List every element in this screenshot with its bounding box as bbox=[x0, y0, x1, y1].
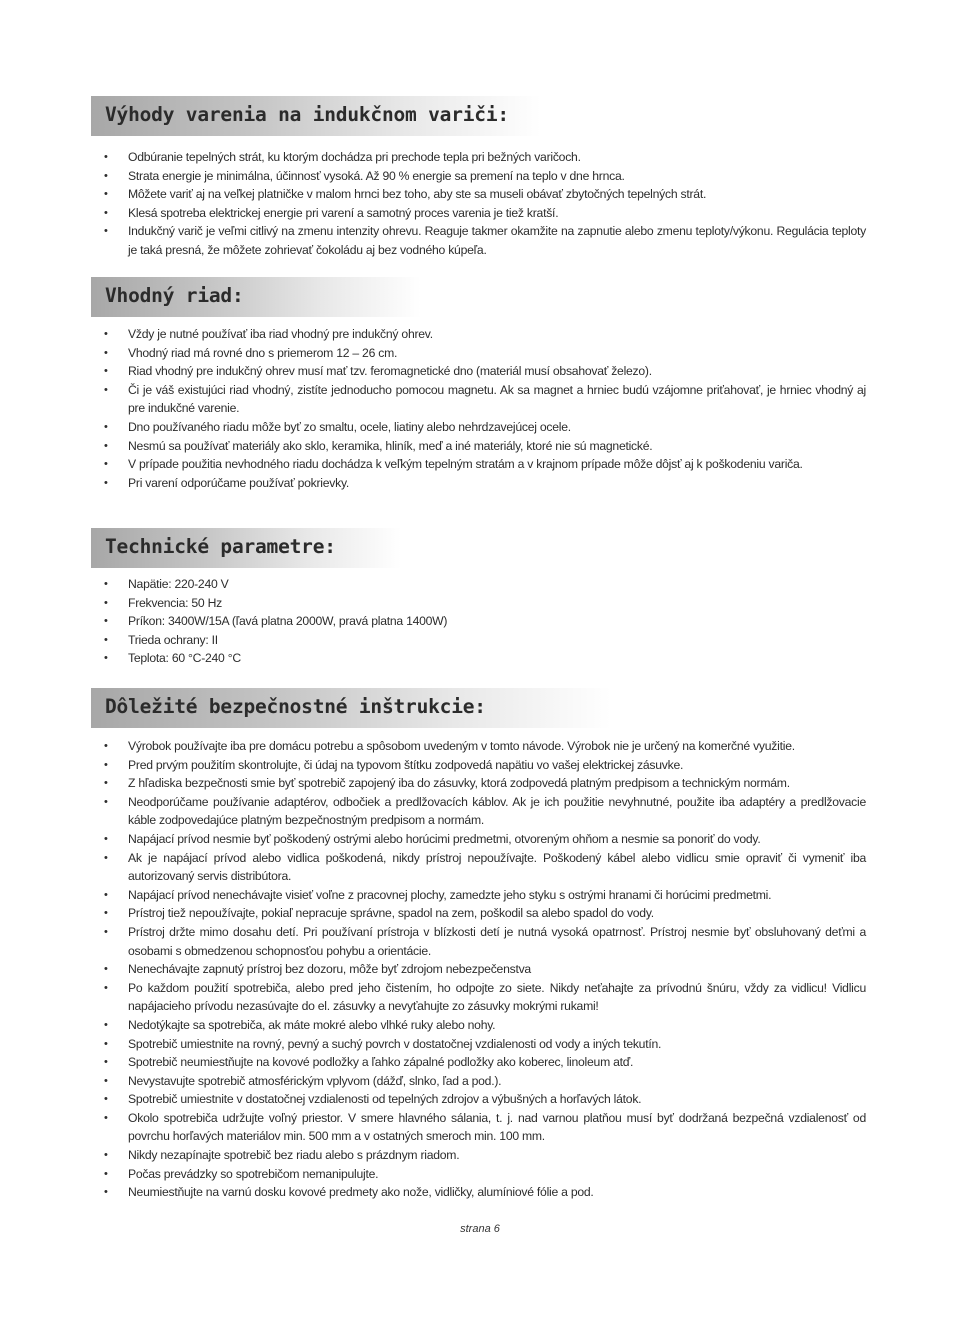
section-safety-instructions bbox=[91, 688, 866, 1202]
section-heading-bar bbox=[91, 528, 401, 568]
bullet-icon: • bbox=[104, 1018, 108, 1031]
list-item: • Dno používaného riadu môže byť zo smaltu, ocele, liatiny alebo nehrdzavejúcej ocele. bbox=[91, 418, 866, 437]
section-technical-parameters bbox=[91, 528, 866, 668]
bullet-icon: • bbox=[104, 795, 108, 808]
bullet-icon: • bbox=[104, 907, 108, 920]
list-item: • Počas prevádzky so spotrebičom nemanipulujte. bbox=[91, 1165, 866, 1184]
bullet-icon: • bbox=[104, 578, 108, 590]
bullet-icon: • bbox=[104, 888, 108, 901]
list-item: • Klesá spotreba elektrickej energie pri varení a samotný proces varenia je tiež kratší. bbox=[91, 204, 866, 223]
section-heading: Technické parametre: bbox=[105, 535, 336, 558]
bullet-icon: • bbox=[104, 206, 108, 219]
bullet-icon: • bbox=[104, 1186, 108, 1199]
bullet-icon: • bbox=[104, 188, 108, 201]
bullet-icon: • bbox=[104, 1056, 108, 1069]
bullet-icon: • bbox=[104, 476, 108, 489]
bullet-icon: • bbox=[104, 225, 108, 238]
list-item: • Z hľadiska bezpečnosti smie byť spotrebič zapojený iba do zásuvky, ktorá zodpovedá platným predpisom a technickým normám. bbox=[91, 774, 866, 793]
list-item: • Strata energie je minimálna, účinnosť vysoká. Až 90 % energie sa premení na teplo v dne hrnca. bbox=[91, 167, 866, 186]
bullet-list bbox=[91, 575, 866, 668]
list-item: • Nedotýkajte sa spotrebiča, ak máte mokré alebo vlhké ruky alebo nohy. bbox=[91, 1016, 866, 1035]
bullet-icon: • bbox=[104, 832, 108, 845]
bullet-icon: • bbox=[104, 851, 108, 864]
bullet-icon: • bbox=[104, 1037, 108, 1050]
list-item: • Pred prvým použitím skontrolujte, či údaj na typovom štítku zodpovedá napätiu vo vašej elektrickej zásuvke. bbox=[91, 756, 866, 775]
list-item: • Pri varení odporúčame používať pokrievky. bbox=[91, 474, 866, 493]
list-item: • Spotrebič neumiestňujte na kovové podložky a ľahko zápalné podložky ako koberec, linoleum atď. bbox=[91, 1053, 866, 1072]
list-item: • Nesmú sa používať materiály ako sklo, keramika, hliník, meď a iné materiály, ktoré nie sú magnetické. bbox=[91, 437, 866, 456]
bullet-icon: • bbox=[104, 458, 108, 471]
bullet-list bbox=[91, 325, 866, 492]
bullet-icon: • bbox=[104, 383, 108, 396]
page-number: strana 6 bbox=[460, 1223, 500, 1235]
bullet-icon: • bbox=[104, 151, 108, 163]
list-item: • Frekvencia: 50 Hz bbox=[91, 594, 866, 613]
section-heading: Vhodný riad: bbox=[105, 284, 244, 307]
bullet-icon: • bbox=[104, 346, 108, 359]
list-item: • Po každom použití spotrebiča, alebo pred jeho čistením, ho odpojte zo siete. Nikdy neťahajte za prívodnú šnúru, vždy za vidlicu! Vidlicu napájacieho prívodu nezasúvajte do el. zásuvky a nevyťahujte zo zásuvky mokrými rukami! bbox=[104, 980, 866, 1014]
bullet-list bbox=[91, 148, 866, 260]
bullet-icon: • bbox=[104, 328, 108, 340]
section-advantages bbox=[91, 96, 866, 260]
section-heading-bar bbox=[91, 277, 421, 317]
bullet-icon: • bbox=[104, 740, 108, 752]
list-item: • Teplota: 60 °C-240 °C bbox=[91, 649, 866, 668]
bullet-icon: • bbox=[104, 1111, 108, 1124]
list-item: • Môžete variť aj na veľkej platničke v malom hrnci bez toho, aby ste sa museli obávať zbytočných tepelných strát. bbox=[91, 185, 866, 204]
section-heading-bar bbox=[91, 96, 541, 136]
bullet-icon: • bbox=[104, 420, 108, 433]
list-item: • Odbúranie tepelných strát, ku ktorým dochádza pri prechode tepla pri bežných varičoch. bbox=[91, 148, 866, 167]
list-item: • Okolo spotrebiča udržujte voľný priestor. V smere hlavného sálania, t. j. nad varnou platňou musí byť dodržaná bezpečná vzdialenosť od povrchu horľavých materiálov min. 500 mm a v ostatných smeroch min. 100 mm. bbox=[104, 1110, 866, 1144]
bullet-icon: • bbox=[104, 169, 108, 182]
list-item: • Neumiestňujte na varnú dosku kovové predmety ako nože, vidličky, alumíniové fólie a pod. bbox=[91, 1183, 866, 1202]
list-item: • Vhodný riad má rovné dno s priemerom 12 – 26 cm. bbox=[91, 344, 866, 363]
bullet-icon: • bbox=[104, 439, 108, 452]
bullet-icon: • bbox=[104, 365, 108, 378]
bullet-list bbox=[91, 737, 866, 1202]
list-item: • Napájací prívod nesmie byť poškodený ostrými alebo horúcimi predmetmi, otvoreným ohňom a nesmie sa ponoriť do vody. bbox=[91, 830, 866, 849]
list-item: • Spotrebič umiestnite na rovný, pevný a suchý povrch v dostatočnej vzdialenosti od vody a iných tekutín. bbox=[91, 1035, 866, 1054]
list-item: • Nikdy nezapínajte spotrebič bez riadu alebo s prázdnym riadom. bbox=[91, 1146, 866, 1165]
bullet-icon: • bbox=[104, 596, 108, 609]
list-item: • Napätie: 220-240 V bbox=[91, 575, 866, 594]
list-item: • Výrobok používajte iba pre domácu potrebu a spôsobom uvedeným v tomto návode. Výrobok nie je určený na komerčné využitie. bbox=[91, 737, 866, 756]
list-item: • Ak je napájací prívod alebo vidlica poškodená, nikdy prístroj nepoužívajte. Poškodený kábel alebo vidlicu smie opraviť či vymeniť iba autorizovaný servis distribútora. bbox=[104, 850, 866, 884]
list-item: • Príkon: 3400W/15A (ľavá platna 2000W, pravá platna 1400W) bbox=[91, 612, 866, 631]
list-item: • Nenechávajte zapnutý prístroj bez dozoru, môže byť zdrojom nebezpečenstva bbox=[91, 960, 866, 979]
list-item: • Nevystavujte spotrebič atmosférickým vplyvom (dážď, slnko, ľad a pod.). bbox=[91, 1072, 866, 1091]
bullet-icon: • bbox=[104, 777, 108, 790]
bullet-icon: • bbox=[104, 633, 108, 646]
bullet-icon: • bbox=[104, 981, 108, 994]
section-heading-bar bbox=[91, 688, 611, 728]
bullet-icon: • bbox=[104, 925, 108, 938]
list-item: • Riad vhodný pre indukčný ohrev musí mať tzv. feromagnetické dno (materiál musí obsahovať železo). bbox=[91, 362, 866, 381]
bullet-icon: • bbox=[104, 1167, 108, 1180]
section-heading: Dôležité bezpečnostné inštrukcie: bbox=[105, 695, 486, 718]
list-item: • Trieda ochrany: II bbox=[91, 631, 866, 650]
list-item: • Napájací prívod nenechávajte visieť voľne z pracovnej plochy, zamedzte jeho styku s ostrými hranami či horúcimi predmetmi. bbox=[91, 886, 866, 905]
list-item: • Neodporúčame používanie adaptérov, odbočiek a predlžovacích káblov. Ak je ich použitie nevyhnutné, použite iba adaptéry a predlžovacie káble zodpovedajúce platným bezpečnostným predpisom a normám. bbox=[104, 794, 866, 828]
bullet-icon: • bbox=[104, 652, 108, 665]
list-item: • Prístroj držte mimo dosahu detí. Pri používaní prístroja v blízkosti detí je nutná vysoká opatrnosť. Prístroj nesmie byť obsluhovaný deťmi a osobami s obmedzenou schopnosťou pohybu a orientácie. bbox=[104, 924, 866, 958]
bullet-icon: • bbox=[104, 1093, 108, 1106]
section-suitable-cookware bbox=[91, 277, 866, 492]
list-item: • Prístroj tiež nepoužívajte, pokiaľ nepracuje správne, spadol na zem, poškodil sa alebo spadol do vody. bbox=[91, 904, 866, 923]
bullet-icon: • bbox=[104, 615, 108, 628]
bullet-icon: • bbox=[104, 1149, 108, 1162]
list-item: • Spotrebič umiestnite v dostatočnej vzdialenosti od tepelných zdrojov a výbušných a horľavých látok. bbox=[91, 1090, 866, 1109]
list-item: • V prípade použitia nevhodného riadu dochádza k veľkým tepelným stratám a v krajnom prípade môže dôjsť aj k poškodeniu variča. bbox=[91, 455, 866, 474]
section-heading: Výhody varenia na indukčnom variči: bbox=[105, 103, 509, 126]
bullet-icon: • bbox=[104, 963, 108, 976]
list-item: • Indukčný varič je veľmi citlivý na zmenu intenzity ohrevu. Reaguje takmer okamžite na zapnutie alebo zmenu teploty/výkonu. Regulácia teploty je taká presná, že môžete zohrievať čokoládu aj bez vodného kúpeľa. bbox=[104, 224, 866, 257]
list-item: • Vždy je nutné používať iba riad vhodný pre indukčný ohrev. bbox=[91, 325, 866, 344]
bullet-icon: • bbox=[104, 758, 108, 771]
list-item: • Či je váš existujúci riad vhodný, zistíte jednoducho pomocou magnetu. Ak sa magnet a hrniec budú vzájomne priťahovať, je hrniec vhodný aj pre indukčné varenie. bbox=[104, 382, 866, 416]
bullet-icon: • bbox=[104, 1074, 108, 1087]
